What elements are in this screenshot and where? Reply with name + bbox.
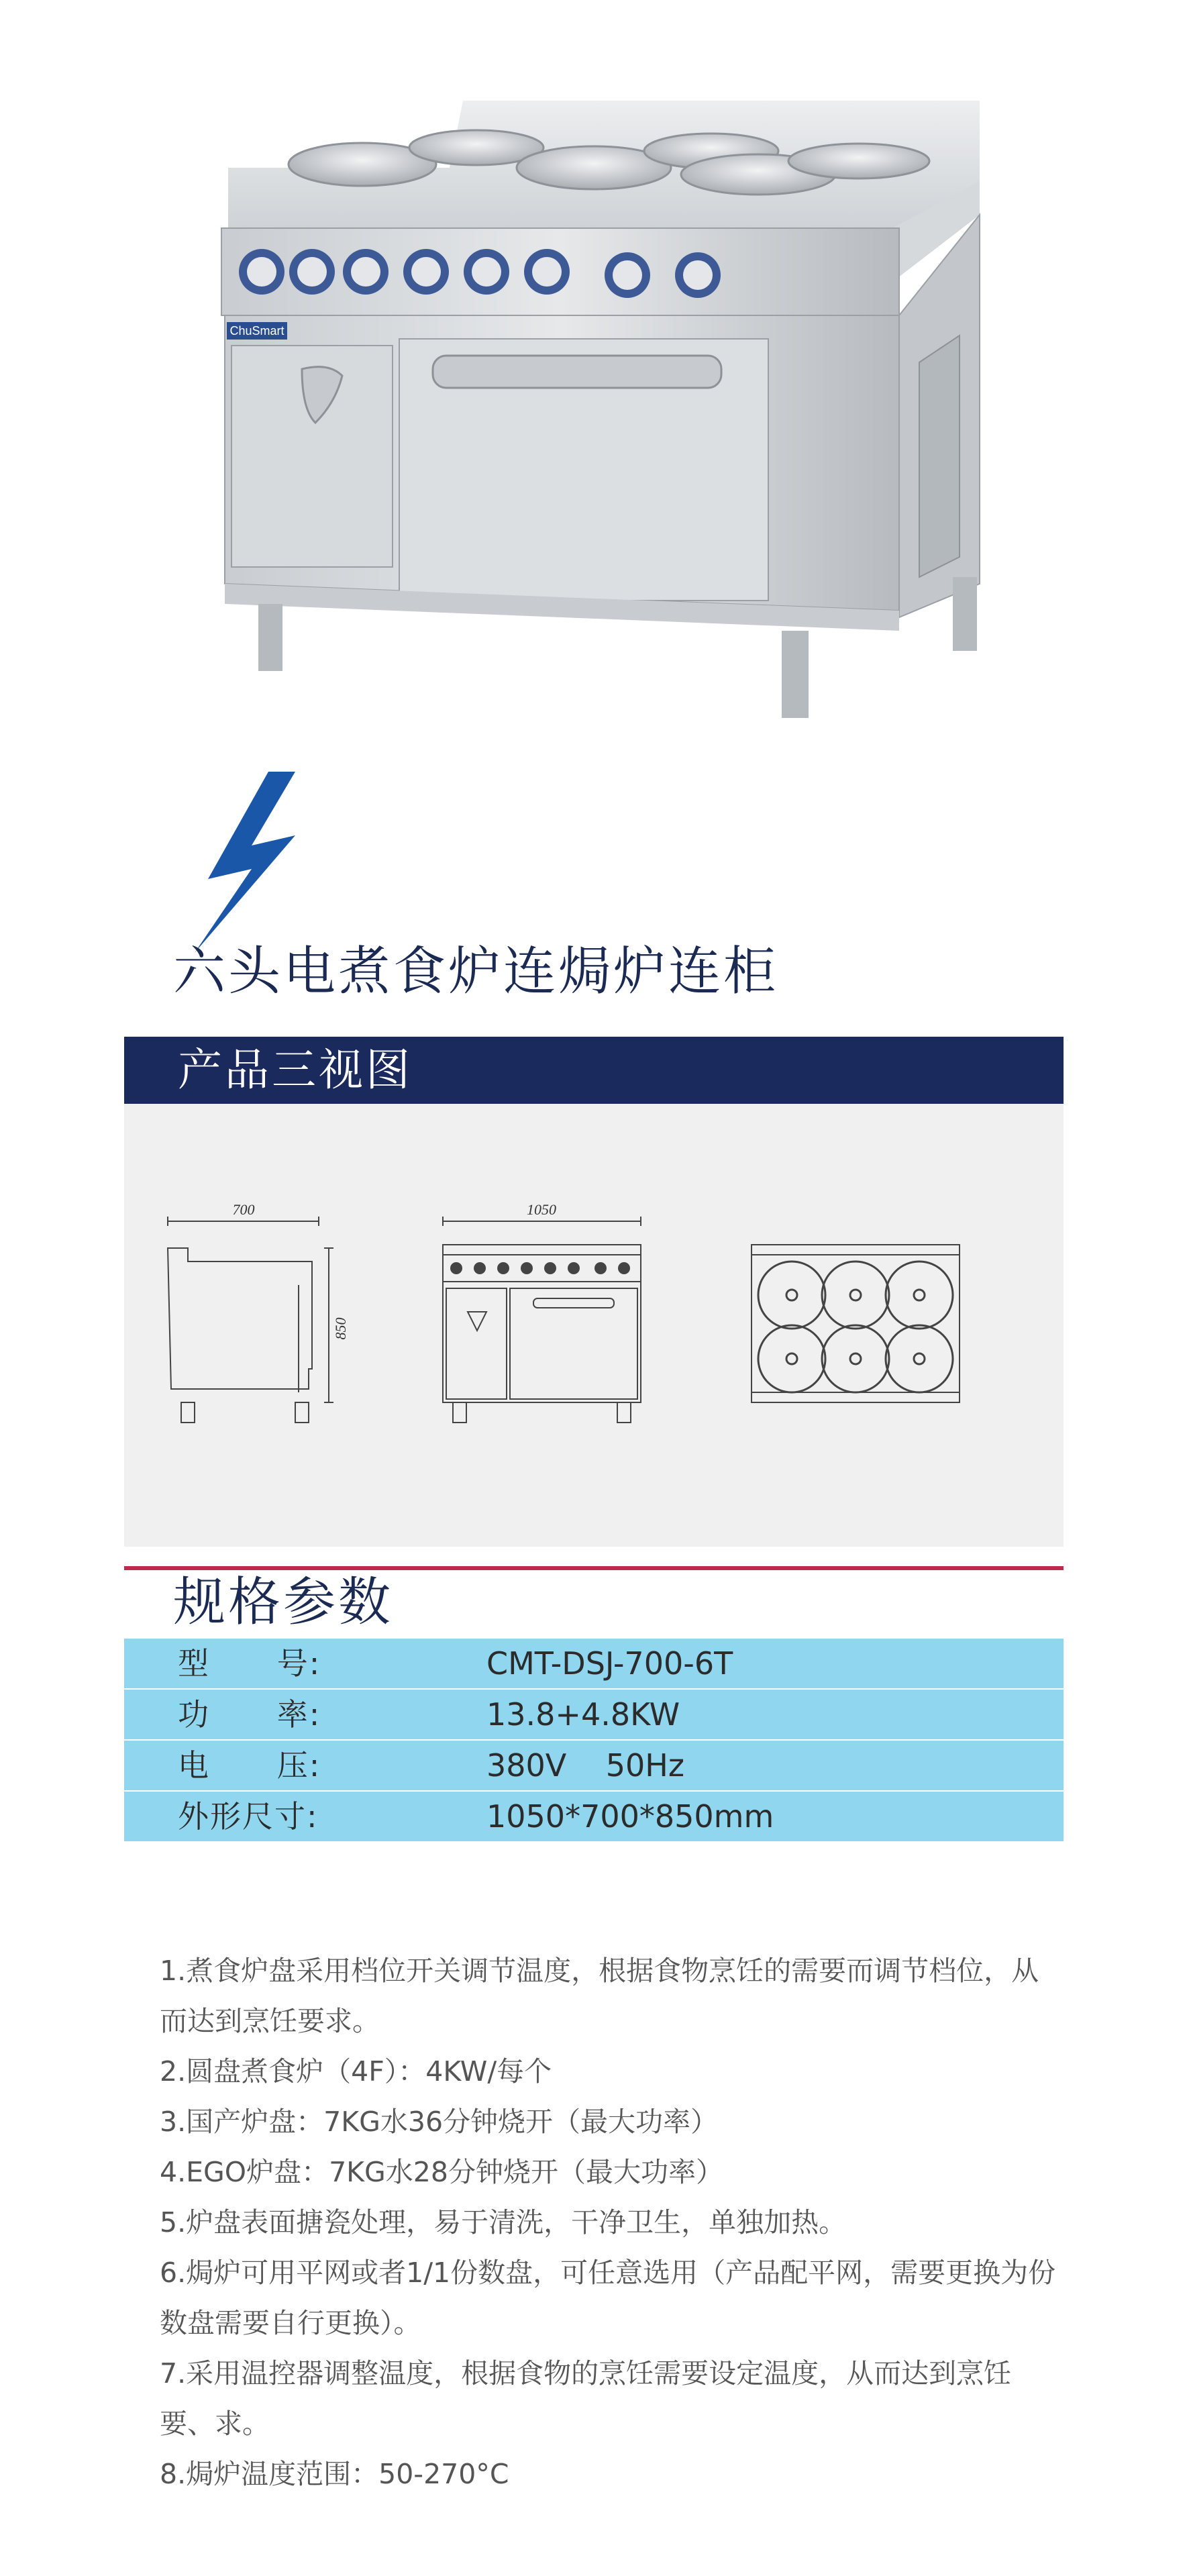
views-banner [124, 1037, 1064, 1104]
note-item: 3.国产炉盘：7KG水36分钟烧开（最大功率） [160, 2106, 719, 2138]
dimension-height-label: 850 [332, 1317, 349, 1340]
spec-value: 1050*700*850mm [486, 1798, 774, 1835]
spec-value: 13.8+4.8KW [486, 1696, 680, 1733]
views-banner-title: 产品三视图 [178, 1044, 413, 1096]
three-view-drawing [124, 1104, 1064, 1547]
spec-row [124, 1741, 1064, 1792]
note-item: 8.焗炉温度范围：50-270°C [160, 2458, 509, 2490]
note-item: 4.EGO炉盘：7KG水28分钟烧开（最大功率） [160, 2156, 723, 2188]
spec-label: 电 压: [178, 1747, 321, 1784]
spec-label: 功 率: [178, 1696, 321, 1733]
note-item: 1.煮食炉盘采用档位开关调节温度，根据食物烹饪的需要而调节档位，从而达到烹饪要求。 [160, 1955, 1039, 2037]
spec-label: 外形尺寸: [178, 1798, 319, 1835]
spec-value: 380V 50Hz [486, 1747, 685, 1784]
spec-row [124, 1792, 1064, 1843]
spec-table [124, 1639, 1064, 1843]
spec-title: 规格参数 [173, 1572, 394, 1633]
spec-row [124, 1690, 1064, 1741]
spec-row [124, 1639, 1064, 1690]
lightning-bolt-icon [195, 772, 315, 953]
spec-value: CMT-DSJ-700-6T [486, 1645, 733, 1682]
note-item: 5.炉盘表面搪瓷处理，易于清洗，干净卫生，单独加热。 [160, 2206, 847, 2238]
product-photo [181, 60, 1027, 745]
note-item: 7.采用温控器调整温度，根据食物的烹饪需要设定温度，从而达到烹饪要、求。 [160, 2357, 1012, 2440]
brand-logo: ChuSmart [229, 324, 285, 338]
product-title: 六头电煮食炉连焗炉连柜 [173, 941, 779, 1002]
note-item: 6.焗炉可用平网或者1/1份数盘，可任意选用（产品配平网，需要更换为份数盘需要自行更换）。 [160, 2257, 1056, 2339]
note-item: 2.圆盘煮食炉（4F）：4KW/每个 [160, 2055, 552, 2088]
feature-notes [160, 1946, 1059, 2500]
dimension-depth-label: 700 [232, 1201, 255, 1218]
dimension-width-label: 1050 [527, 1201, 556, 1218]
spec-label: 型 号: [178, 1645, 321, 1682]
